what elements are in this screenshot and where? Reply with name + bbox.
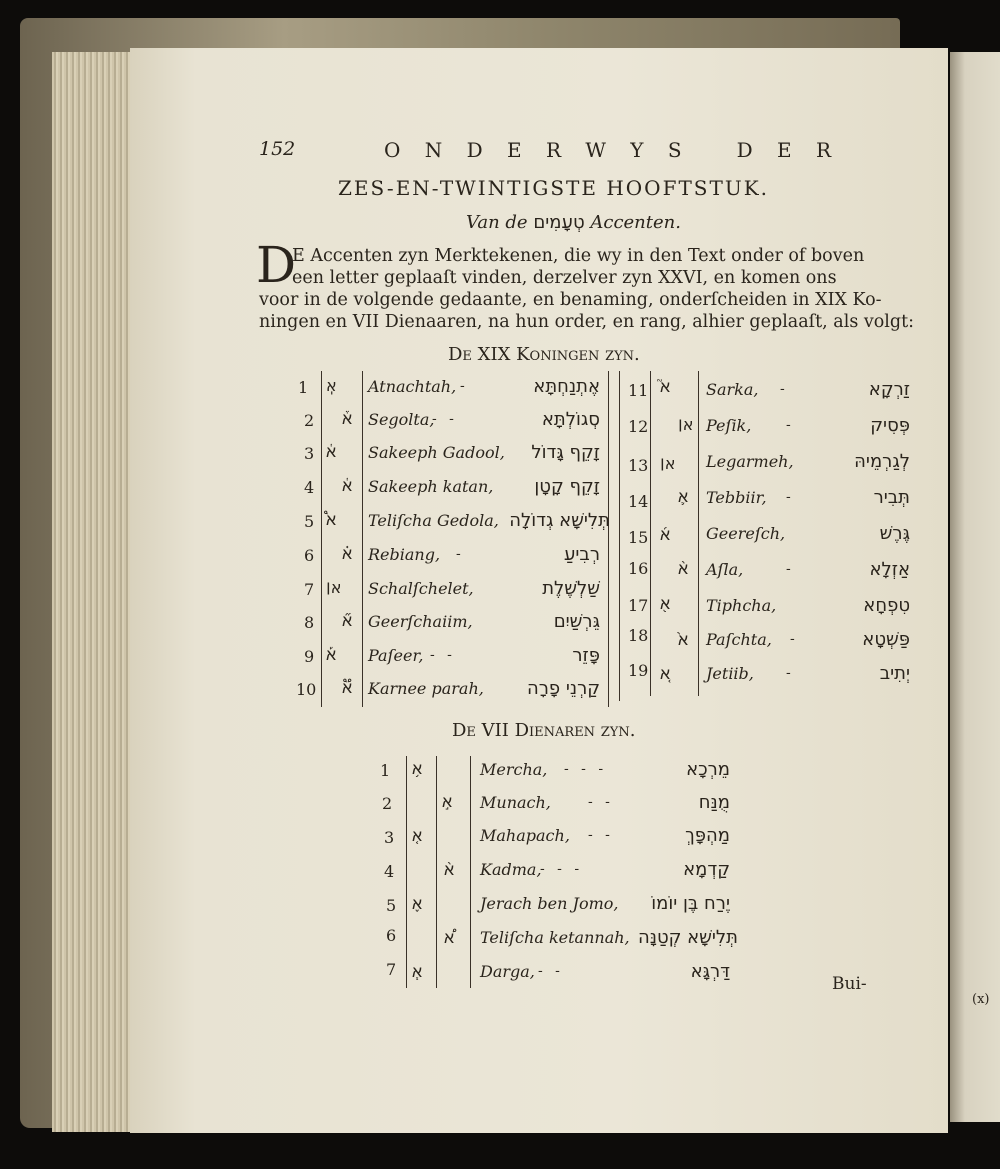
kings-row — [130, 472, 620, 506]
accent-hebrew: יֶרַח בֶּן יוֹמוֹ — [651, 893, 730, 914]
row-number: 5 — [386, 896, 397, 915]
row-number: 9 — [304, 647, 315, 666]
row-number: 12 — [628, 417, 649, 436]
accent-name: Munach, — [480, 793, 551, 812]
page-number: 152 — [259, 138, 296, 160]
kings-row — [130, 405, 620, 439]
kings-row — [620, 554, 920, 590]
row-number: 8 — [304, 613, 315, 632]
row-number: 6 — [386, 926, 397, 945]
accent-mark: א֒ — [342, 409, 353, 428]
accent-mark: א֛ — [678, 487, 689, 506]
accent-name: Rebiang, — [368, 545, 441, 564]
accent-hebrew: תְּלִישָׁא גְדוֹלָה — [509, 510, 610, 531]
accent-hebrew: יְתִיב — [879, 663, 910, 684]
servant-row — [130, 958, 930, 992]
intro-line-2: een letter geplaaſt vinden, derzelver zyn XXVI, en komen ons — [292, 268, 837, 288]
dash-filler: - — [786, 561, 795, 577]
accent-mark: א֨ — [678, 559, 689, 578]
accent-hebrew: דַּרְגָּא — [690, 961, 730, 982]
accent-mark: א֡ — [326, 645, 337, 664]
dash-filler: - — [790, 631, 799, 647]
accent-name: Sakeeph Gadool, — [368, 443, 505, 462]
accent-hebrew: זָקֵף גָּדוֹל — [531, 442, 600, 463]
accent-mark: א֪ — [412, 894, 423, 913]
kings-row — [130, 574, 620, 608]
kings-row — [620, 658, 920, 694]
dash-filler: - — [786, 665, 795, 681]
accent-name: Mercha, — [480, 760, 548, 779]
intro-line-4: ningen en VII Dienaaren, na hun order, en rang, alhier geplaaſt, als volgt: — [259, 312, 915, 332]
row-number: 10 — [296, 680, 317, 699]
accent-name: Paſchta, — [706, 630, 772, 649]
row-number: 11 — [628, 381, 649, 400]
accent-hebrew: פָּזֵר — [572, 645, 600, 666]
dash-filler: - — [786, 417, 795, 433]
row-number: 6 — [304, 546, 315, 565]
dash-filler: - - - — [564, 761, 608, 777]
accent-mark: א֟ — [342, 678, 353, 697]
accent-name: Peſik, — [706, 416, 752, 435]
row-number: 2 — [382, 794, 393, 813]
accent-hebrew: זַרְקָא — [868, 379, 910, 400]
accent-hebrew: גֵּרְשַׁיִם — [553, 611, 600, 632]
kings-row — [620, 518, 920, 554]
kings-row — [620, 446, 920, 482]
row-number: 3 — [384, 828, 395, 847]
accent-hebrew: פַּשְׁטָא — [862, 629, 910, 650]
row-number: 19 — [628, 661, 649, 680]
accent-name: Darga, — [480, 962, 535, 981]
dash-filler: - - — [588, 827, 614, 843]
dash-filler: - — [456, 546, 465, 562]
accent-hebrew: קַדְמָא — [683, 859, 730, 880]
row-number: 7 — [304, 580, 315, 599]
dash-filler: - - — [588, 794, 614, 810]
accent-name: Jerach ben Jomo, — [480, 894, 619, 913]
accent-hebrew: מַהְפָּךְ — [685, 825, 730, 846]
chapter-subtitle — [466, 212, 681, 233]
servant-row — [130, 856, 930, 890]
accent-mark: אֽ — [326, 376, 337, 395]
accent-hebrew: אֶתְנַחְתָּא — [533, 376, 600, 397]
accent-mark: א֖ — [660, 594, 671, 613]
kings-row — [620, 624, 920, 660]
accent-name: Paſeer, — [368, 646, 424, 665]
margin-note: (x) — [972, 992, 990, 1007]
kings-row — [130, 506, 620, 540]
accent-hebrew: לְגַרְמֵיהּ — [854, 451, 910, 472]
accent-name: Segolta, — [368, 410, 435, 429]
accent-name: Atnachtah, — [368, 377, 457, 396]
servants-heading: De VII Dienaren zyn. — [452, 720, 636, 741]
kings-row — [620, 590, 920, 626]
accent-hebrew: גֶּרֶשׁ — [879, 523, 910, 544]
kings-row — [130, 674, 620, 708]
accent-mark: א֔ — [326, 442, 337, 461]
row-number: 5 — [304, 512, 315, 531]
accent-hebrew: טִפְחָא — [863, 595, 910, 616]
accent-mark: א֗ — [342, 544, 353, 563]
accent-name: Legarmeh, — [706, 452, 794, 471]
row-number: 4 — [384, 862, 395, 881]
kings-row — [130, 372, 620, 406]
accent-mark: א׀ — [678, 415, 694, 434]
servant-row — [130, 756, 930, 790]
book-page — [130, 48, 948, 1133]
accent-mark: א׀ — [660, 454, 676, 473]
accent-name: Aſla, — [706, 560, 744, 579]
accent-name: Sarka, — [706, 380, 759, 399]
kings-row — [620, 482, 920, 518]
chapter-title: ZES-EN-TWINTIGSTE HOOFTSTUK. — [338, 176, 769, 200]
facing-page-edge — [950, 52, 1000, 1122]
kings-row — [130, 641, 620, 675]
servant-row — [130, 822, 930, 856]
accent-hebrew: קַרְנֵי פָרָה — [526, 678, 600, 699]
accent-name: Tebbiir, — [706, 488, 767, 507]
accent-hebrew: מֵרְכָא — [686, 759, 730, 780]
accent-mark: א֙ — [678, 630, 689, 649]
row-number: 2 — [304, 411, 315, 430]
kings-row — [130, 438, 620, 472]
accent-mark: א֣ — [442, 792, 453, 811]
row-number: 7 — [386, 960, 397, 979]
accent-hebrew: רְבִיעַ — [563, 544, 600, 565]
accent-name: Karnee parah, — [368, 679, 484, 698]
accent-hebrew: שַׁלְשֶׁלֶת — [542, 578, 600, 599]
accent-hebrew: זָקֵף קָטָן — [534, 476, 600, 497]
accent-mark: א֤ — [412, 826, 423, 845]
dash-filler: - — [460, 378, 469, 394]
dash-filler: - - — [538, 963, 564, 979]
accent-name: Mahapach, — [480, 826, 570, 845]
row-number: 15 — [628, 528, 649, 547]
accent-mark: א֥ — [412, 759, 423, 778]
accent-mark: א֠ — [444, 928, 455, 947]
row-number: 14 — [628, 492, 649, 511]
accent-hebrew: פְּסִיק — [870, 415, 910, 436]
kings-row — [130, 607, 620, 641]
accent-mark: א׀ — [326, 578, 342, 597]
servant-row — [130, 789, 930, 823]
kings-row — [620, 410, 920, 446]
drop-cap: D — [256, 236, 297, 294]
row-number: 1 — [298, 378, 309, 397]
running-head: O N D E R W Y S D E R — [384, 138, 841, 162]
page-stack-edge — [52, 52, 142, 1132]
subtitle-post: Accenten. — [590, 212, 681, 233]
accent-mark: א֩ — [326, 510, 337, 529]
accent-mark: א֔ — [342, 476, 353, 495]
row-number: 13 — [628, 456, 649, 475]
accent-name: Teliſcha ketannah, — [480, 928, 630, 947]
accent-hebrew: אַזְלָא — [869, 559, 910, 580]
row-number: 1 — [380, 761, 391, 780]
accent-hebrew: תְּלִישָׁא קְטַנָּה — [637, 927, 738, 948]
accent-name: Jetiib, — [706, 664, 754, 683]
dash-filler: - — [780, 381, 789, 397]
servant-row — [130, 890, 930, 924]
accent-name: Geerſchaiim, — [368, 612, 473, 631]
dash-filler: - - - — [540, 861, 584, 877]
accent-hebrew: תְּבִיר — [873, 487, 910, 508]
catchword: Bui- — [832, 974, 867, 994]
servant-row — [130, 924, 930, 958]
accent-mark: א֮ — [660, 377, 671, 396]
subtitle-hebrew: טְעָמִים — [533, 212, 585, 233]
dash-filler: - — [786, 489, 795, 505]
accent-hebrew: מֻנַּח — [698, 792, 730, 813]
dash-filler: - - — [432, 411, 458, 427]
accent-name: Teliſcha Gedola, — [368, 511, 499, 530]
intro-line-1: E Accenten zyn Merktekenen, die wy in den Text onder of boven — [292, 246, 865, 266]
accent-mark: א֞ — [342, 611, 353, 630]
accent-mark: א֧ — [412, 962, 423, 981]
dash-filler: - - — [430, 647, 456, 663]
row-number: 18 — [628, 626, 649, 645]
kings-row — [130, 540, 620, 574]
accent-mark: א֨ — [444, 860, 455, 879]
subtitle-pre: Van de — [466, 212, 528, 233]
accent-name: Kadma, — [480, 860, 542, 879]
row-number: 17 — [628, 596, 649, 615]
intro-line-3: voor in de volgende gedaante, en benaming, onderſcheiden in XIX Ko- — [259, 290, 882, 310]
row-number: 3 — [304, 444, 315, 463]
row-number: 16 — [628, 559, 649, 578]
accent-name: Tiphcha, — [706, 596, 777, 615]
kings-heading: De XIX Koningen zyn. — [448, 344, 640, 365]
accent-mark: א֜ — [660, 525, 671, 544]
accent-hebrew: סְגוֹלְתָּא — [541, 409, 600, 430]
accent-name: Sakeeph katan, — [368, 477, 494, 496]
row-number: 4 — [304, 478, 315, 497]
accent-mark: א֚ — [660, 664, 671, 683]
accent-name: Schalſchelet, — [368, 579, 474, 598]
kings-row — [620, 374, 920, 410]
accent-name: Geereſch, — [706, 524, 786, 543]
